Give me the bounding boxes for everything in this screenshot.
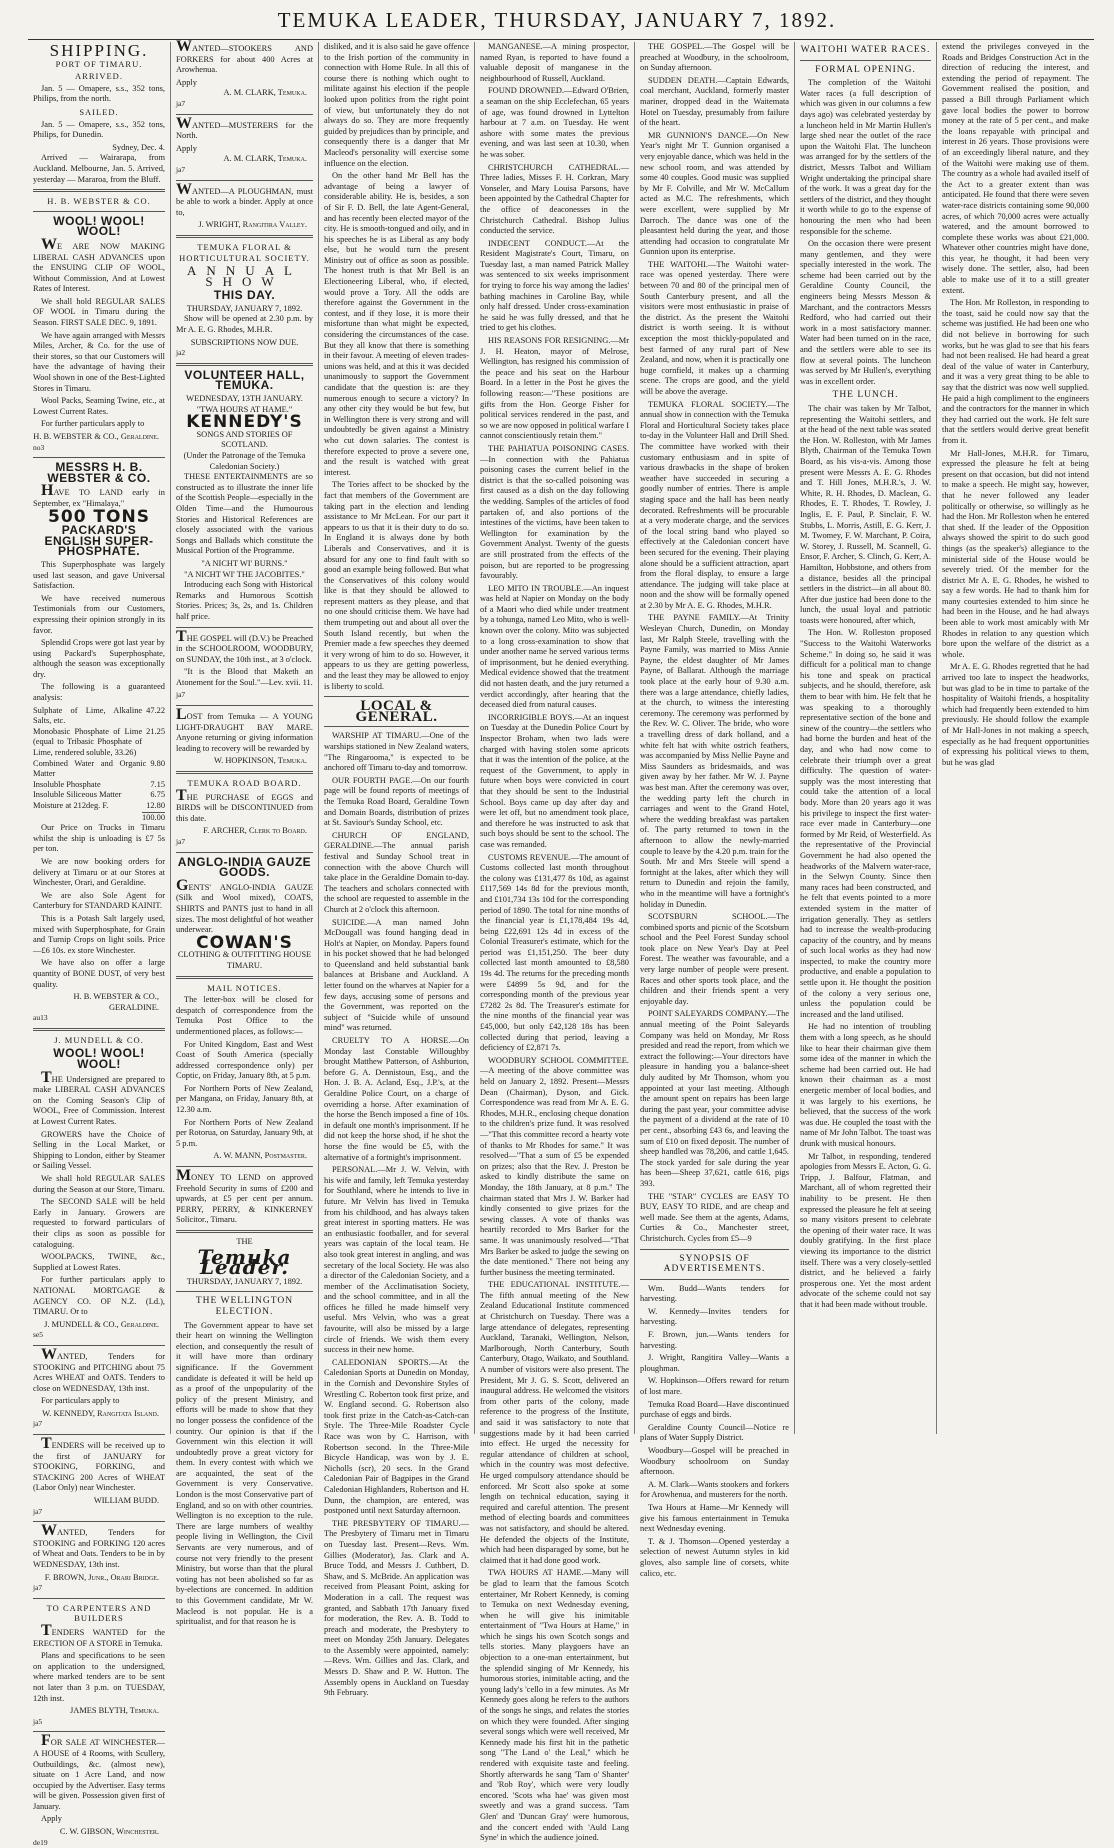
waitohi-cont-text-1: extend the privileges conveyed in the Roads and Bridges Construction Act in the direction of reducing the interest, and extending the period of repayment. The Government realised the position, and passed a Bill through Parliament which gave local bodies the power to borrow money at the rate of 5 per cent., and make the loans repayable with principal and interest in 26 years. Those provisions were of an exceedingly liberal nature, and they of the Waitohi were making use of them. The country as a whole had availed itself of the Act to a greater extent than was anticipated. He found that there were seven water-race districts containing some 90,000 acres, of which 70,000 acres were actually watered, and the amount borrowed to complete these works was about £21,000. Whatever other countries might have done, this year, he thought, it had been very wisely done. The settler, also, had been able to make use of it to a still greater extent. [942,42,1089,295]
store-tender-text: TENDERS WANTED for the ERECTION OF A STORE in Temuka. [33,1621,165,1648]
divider [33,189,165,192]
editorial-text-2: On the other hand Mr Bell has the advantage of being a lawyer of considerable ability. He is, besides, a son of Sir F. D. Bell, the late Agent-General, and has recently been elected mayor of the city. He is smooth-tongued and oily, and in his speeches he is as Liberal as any body else, but he would turn the present Ministry out of office as soon as possible. The honest truth is that Mr Bell is an Electioneering Liberal, who, if elected, would prove a Tory. All the odds are therefore against the Government in the contest, and if they lose, it is more their misfortune than what might be expected, considering the circumstances of the case. But they all know that there is something in their favour. A meeting of eleven trades-unions was held, and at this it was decided unanimously to support the Government candidate that the question is: are they numerous enough to secure a victory? In any other city they would be but few, but in Wellington there is very strong and will undoubtedly be given against a Ministry who cut down salaries. The contest is therefore expected to prove a severe one, and the result is watched with great interest. [324,171,469,477]
news-resigning: HIS REASONS FOR RESIGNING.—Mr J. H. Heaton, mayor of Melrose, Wellington, has resigned his commission of the peace and his seat on the Harbour Board. In a letter in the Post he gives the following reason:—"These positions are gifts from the Hon. George Fisher for political services rendered in the past, and so we are now opposed in political warfare I cannot conscientiously retain them." [480,336,629,441]
ad-code: ja5 [33,1716,43,1726]
column-waitohi-cont [936,42,1094,1434]
analysis-row [33,706,165,727]
election-text: The Government appear to have set their heart on winning the Wellington election, and consequently the result of it will have more than ordinary significance. If the Government candidate is defeated it will be held up as a proof of the unpopularity of the policy of the present Ministry, and efforts will be made to show that they no longer possess the confidence of the country. Our opinion is that if the Government win this election it will undoubtedly prove a great victory for them. In every contest with which we are acquainted, the seat of the Government is very Conservative. London is the most Conservative part of England, and so on with other countries. Wellington is no exception to the rule. There are large numbers of wealthy people living in Wellington, the Civil Servants are very numerous, and of course not very friendly to the present Ministry, but worse than that the plural voting has not been abolished so far as by-elections are concerned. In addition to this Government candidate, Mr W. Macleod is not popular. He is a spiritualist, and for that reason he is [176,1320,313,1627]
news-drowned: FOUND DROWNED.—Edward O'Brien, a seaman on the ship Ecclefechan, 65 years of age, was found drowned in Lyttelton harbour at 7 a.m. on Tuesday. He went ashore with some mates the previous evening, and was last seen at 10.30, when he was sober. [480,86,629,159]
apply-label: Apply [176,143,197,153]
house-apply-text: Apply [41,1814,62,1824]
divider [176,1166,313,1167]
analysis-item: Insoluble Phosphate [33,779,101,789]
tons-heading: 500 TONS [48,506,150,527]
apply-label: Apply [176,77,197,87]
synopsis-item: A. M. Clark—Wants stookers and forkers for Arowhenua, and musterers for the north. [640,1479,789,1500]
wanted-ploughman-text: WANTED—A PLOUGHMAN, must be able to work a binder. Apply at once to, [176,180,313,217]
news-institute: THE EDUCATIONAL INSTITUTE.—The fifth annual meeting of the New Zealand Educational Institute commenced at Christchurch on Tuesday. There was a large attendance of delegates, representing Auckland, Taranaki, Wellington, Nelson, Marlborough, North Canterbury, South Canterbury, Otago, Waikato, and Southland. A number of visitors were also present. The President, Mr J. G. S. Scott, delivered an inaugural address. He welcomed the visitors from other parts of the colony, made reference to the progress of the Institute, and said it was satisfactory to note that suggestions made by it had been carried into effect. He urged the necessity for regular attendance of children at school, which in the country was most defective. He urged compulsory attendance should be enforced. Mr Scott also spoke at some length on technical education, saying it required and careful attention. The present method of electing boards and committees was not satisfactory, and should be altered. He defended the objects of the Institute, which had been disparaged by some, but he claimed that it had done good work. [480,1280,629,1565]
analysis-item: Monobasic Phosphate of Lime (equal to Tribasic Phosphate of Lime, rendered soluble, 33.26) [33,726,143,758]
arrived-text: Jan. 5 — Omapere, s.s., 352 tons, Philips, from the north. [33,83,165,104]
ad-code: ja2 [176,348,186,358]
synopsis-item: Wm. Budd—Wants tenders for harvesting. [640,1283,789,1304]
floral-society-heading: TEMUKA FLORAL & HORTICULTURAL SOCIETY. [179,241,310,263]
analysis-row [33,812,165,824]
divider [324,696,469,697]
divider [176,852,313,853]
divider [800,60,931,61]
cowans-heading: COWAN'S [196,932,293,953]
analysis-row [33,759,165,780]
column-news-2 [634,42,794,1578]
mundell-heading: J. MUNDELL & CO. [54,1034,144,1045]
column-advertisements [170,38,318,1627]
ad-code: no3 [33,442,45,452]
twa-hours-title: "TWA HOURS AT HAME." [196,404,293,414]
lunch-heading: THE LUNCH. [832,390,899,401]
news-church: CHURCH OF ENGLAND, GERALDINE.—The annual parish festival and Sunday School treat in connection with the above Church will take place in the Geraldine Domain to-day. The teachers and scholars connected with the school are requested to assemble in the Church at 2 o'clock this afternoon. [324,830,469,914]
paper-the: THE [236,1237,253,1246]
divider [176,180,313,181]
synopsis-item: W. Hopkinson—Offers reward for return of lost mare. [640,1376,789,1397]
wool-stores-text: We have again arranged with Messrs Miles, Archer, & Co. for the use of their stores, so that our Customers will have the advantage of having their Wool shown in one of the Best-Lighted Stores in Timaru. [33,330,165,393]
ad-code: ja7 [176,164,186,174]
divider [176,363,313,366]
analysis-value: 12.80 [146,801,165,810]
synopsis-item: Temuka Road Board—Have discontinued purchase of eggs and birds. [640,1399,789,1420]
nicht-burns: "A NICHT WI' BURNS." [201,558,288,568]
mail-text-2: For United Kingdom, East and West Coast of South America (specially addressed correspondence only) per Coptic, on Friday, January 8th, at 5 p.m. [176,1039,313,1081]
news-floral: TEMUKA FLORAL SOCIETY.—The annual show in connection with the Temuka Floral and Horticultural Society takes place to-day in the Volunteer Hall and Drill Shed. The committee have worked with their customary enthusiasm and in spite of various drawbacks in the shape of broken weather have succeeded in securing a goodly number of entries. There is ample staging space and the hall has been neatly decorated. Refreshments will be procurable at a very moderate charge, and the services of the local string band who played so effectively at the Caledonian concert have been secured for the evening. Their playing alone should be a sufficient attraction, apart from the floral display, to ensure a large attendance. The judging will take place at noon and the show will be formally opened at 2.30 by Mr A. E. G. Rhodes, M.H.R. [640,399,789,610]
mundell-signature: J. MUNDELL & CO., Geraldine. [44,1319,159,1329]
synopsis-item: J. Wright, Rangitira Valley—Wants a ploughman. [640,1353,789,1373]
mundell-wool-heading: WOOL! WOOL! WOOL! [53,1046,145,1072]
news-personal: PERSONAL.—Mr J. W. Velvin, with his wife and family, left Temuka yesterday for Southland, where he intends to live in future. Mr Velvin has lived in Temuka from his childhood, and has always taken great interest in sporting matters. He was an enthusiastic footballer, and for several years was captain of the local team. He also took great interest in angling, and was secretary of the local Society. He was also a director of the Caledonian Society, and a member of the Acclimatisation Society, and the school committee, and in all the offices he filled he made himself very useful. Mrs Velvin, who was a great favourite, will also be missed by a large circle of friends. We wish them every success in their new home. [324,1165,469,1355]
house-signature: C. W. GIBSON, Winchester. [59,1827,159,1837]
news-suicide: SUICIDE.—A man named John McDougall was found hanging dead in Holt's at Napier, on Monday. Papers found in his pocket showed that he had belonged to Queensland and held substantial bank balances at Brisbane and Auckland. A letter found on the wharves at Napier for a few days, accusing some of persons and the Government, was reported on the subject of "Suicide while of unsound mind" was returned. [324,917,469,1033]
synopsis-item: W. Kennedy—Invites tenders for harvesting. [640,1306,789,1327]
gospel-quote: "It is the Blood that Maketh an Atonement for the Soul."—Lev. xvii. 11. [176,667,313,687]
wool-heading: WOOL! WOOL! WOOL! [53,213,145,239]
news-gospel: THE GOSPEL.—The Gospel will be preached at Woodbury, in the schoolroom, on Sunday afternoon. [640,42,789,73]
cowans-subheading: CLOTHING & OUTFITTING HOUSE [177,950,312,960]
patronage-text: (Under the Patronage of the Temuka Caledonian Society.) [183,451,306,471]
divider [176,771,313,774]
mail-text-3: For Northern Ports of New Zealand, per Mangana, on Friday, January 8th, at 12.30 a.m. [176,1083,313,1115]
news-fourth-page: OUR FOURTH PAGE.—On our fourth page will be found reports of meetings of the Temuka Road Board, Geraldine Town and Domain Boards, distribution of prizes at St. Saviour's Sunday School, etc. [324,775,469,828]
synopsis-item: F. Brown, jun.—Wants tenders for harvesting. [640,1330,789,1350]
shipping-heading: SHIPPING. [49,41,149,60]
budd-tender-text: TENDERS will be received up to the first of JANUARY for STOOKING, FORKING, and STACKING 200 Acres of WHEAT (Labor Only) near Winchester. [33,1435,165,1493]
money-lend-text: MONEY TO LEND on approved Freehold Security in sums of £200 and upwards, at £5 per cent per annum. PERRY, PERRY, & KINKERNEY Solicitor., Timaru. [176,1167,313,1225]
analysis-value: 7.15 [150,779,165,789]
analysis-row [33,790,165,801]
phos-text-4: The following is a guaranteed analysis: [33,682,165,703]
subscriptions-notice: SUBSCRIPTIONS NOW DUE. [190,337,299,347]
divider [176,976,313,979]
divider [33,211,165,212]
messrs-heading: MESSRS H. B. WEBSTER & CO. [47,460,151,485]
wool-advance-text: WE ARE NOW MAKING LIBERAL CASH ADVANCES upon the ENSUING CLIP OF WOOL, Without Commission, And at Lowest Rates of Interest. [33,235,165,294]
analysis-item: Combined Water and Organic Matter [33,758,147,779]
analysis-value: 9.80 [150,758,165,768]
synopsis-list [640,1284,789,1579]
ad-code: ja7 [33,1419,43,1429]
nicht-jacobites: "A NICHT WI' THE JACOBITES." [184,569,305,579]
synopsis-item: T. & J. Thomson—Opened yesterday a selection of newest Autumn styles in kid gloves, also sample line of corsets, white calico, etc. [640,1536,789,1578]
port-heading: PORT OF TIMARU. [55,58,143,69]
news-caledonian: CALEDONIAN SPORTS.—At the Caledonian Sports at Dunedin on Monday, in the Cornish and Devonshire Styles of Wrestling C. Roberton took first prize, and W. England second. G. Robertson also took first prize in the Catch-as-Catch-can Style. The Three-Mile Roadster Cycle Race was won by C. Harrison, with Robertson second. In the Three-Mile Bicycle Handicap, was won by J. E. Nicholls (scr), 20 secs. In the Grand Caledonian Pair of Bagpipes in the Grand Caledonian Highlanders, Robertson and H. Dunn, the champion, are entered, was postponed until next Saturday afternoon. [324,1357,469,1516]
divider [176,627,313,628]
news-dance: MR GUNNION'S DANCE.—On New Year's night Mr T. Gunnion organised a very enjoyable dance, which was held in the new school room, and was attended by some 40 couples. Good music was supplied by Mr F. Colville, and Mr W. McCallum acted as M.C. The refreshments, which were excellent, were supplied by Mr Darroch. The dance was one of the pleasantest held during the year, and those attending had occasion to congratulate Mr Gunnion upon its enterprise. [640,130,789,257]
analysis-value: 6.75 [150,790,165,800]
news-cruelty: CRUELTY TO A HORSE.—On Monday last Constable Willoughby brought Matthew Patterson, of Ashburton, before G. A. Dennistoun, Esq., and the Hon. J. B. A. Acland, Esq., J.P.'s, at the Geraldine Police Court, on a charge of overriding a horse. After examination of the horse the Bench imposed a fine of 10s. in default one month's imprisonment. If he did not keep the horse shod, if he shot the horse the fine would be £5, with the alternative of a fortnight's imprisonment. [324,1036,469,1162]
ad-code: ja7 [176,690,186,700]
wool-signature: H. B. WEBSTER & CO., Geraldine. [33,432,159,441]
waitohi-text-3: The chair was taken by Mr Talbot, representing the Waitohi settlers, and at the head of the next table was seated the Hon. W. Rolleston, with Mr James Blyth, Chairman of the Temuka Town Board, as his vis-a-vis. Among those present were Messrs A. E. G. Rhodes and T. Hill Jones, M.H.R.'s, J. W. White, R. H. Rhodes, D. Maclean, G. Rhodes, E. T. Rhodes, T. Rowley, J. Inglis, E. F. Paul, P. Sinclair, F. W. Stubbs, L. Morris, Astill, E. G. Kerr, J. M. Twomey, F. W. Marchant, P. Coira, W. Storey, J. Russell, M. Scannell, G. Ensor, F. Archer, S. Clinch, G. Kerr, A. Hamilton, Hobbstone, and others from a distance, besides all the principal settlers in the district—in all about 80. After due justice had been done to the lunch, the usual loyal and patriotic toasts were honoured, after which, [800,404,931,625]
store-plans-text: Plans and specifications to be seen on application to the undersigned, where marked tenders are to be sent not later than 3 p.m. on TUESDAY, 12th inst. [33,1651,165,1703]
songs-heading: SONGS AND STORIES OF SCOTLAND. [196,429,293,450]
waitohi-text-6: Mr Talbot, in responding, tendered apologies from Messrs E. Acton, G. G. Tripp, J. Balfour, Flatman, and Marchant, all of whom regretted their inability to be present. He then expressed the pleasure he felt at seeing so many visitors present to celebrate the opening of their water race. It was doubly gratifying. In the first place viewing its importance to the district itself. There was a very closely-settled district, and he believed a fairly prosperous one. Yet the most ardent advocate of the scheme could not say that it had been made without trouble. [800,1151,931,1309]
column-shipping [28,41,170,1847]
sailed-heading: SAILED. [79,106,119,117]
divider [33,457,165,458]
waitohi-cont-text-2: The Hon. Mr Rolleston, in responding to the toast, said he could now say that the scheme was justified. He had been one who did not believe in borrowing for such works, but he was glad to see that his fears had not been realised. He had heard a great deal of the value of water in Canterbury, and it was a very great thing to be able to say that the district was now well supplied. He paid a high compliment to the engineers and the contractors for the manner in which they had carried out the work. He felt sure that the settlers would derive great benefit from it. [942,298,1089,445]
analysis-item: Moisture at 212deg. F. [33,801,109,810]
analysis-value: 21.25 [146,726,165,736]
editorial-text-3: The Tories affect to be shocked by the fact that members of the Government are taking part in the election and lending assistance to Mr McLean. For our part it appears to us that it is their duty to do so. In England it is always done by both Liberals and Conservatives, and it is absurd for any one to find fault with so good an example being followed. But what the Conservatives of this colony would like is that they should be allowed to represent matters as they please, and that no one should criticise them. We have had them trumpeting out and about all over the South Island recently, but when the Premier made a few speeches they deemed it very wrong of him to do so. However, it appears to us they are getting powerless, and the least they may be allowed to enjoy is liberty to scold. [324,480,469,691]
this-day-heading: THIS DAY. [213,288,276,303]
wool-apply-text: For further particulars apply to [41,419,145,429]
prices-text: Introducing each Song with Historical Remarks and Humorous Scottish Stories. Prices; 3s, 2s, and 1s. Children half price. [176,580,313,621]
paper-nameplate: Temuka Leader. [197,1244,292,1280]
waitohi-text-4: The Hon. W. Rolleston proposed "Success to the Waitohi Waterworks Scheme." In doing so, he said it was difficult for a political man to change his tone and speak on practical subjects, and he should, therefore, ask them to bear with him. He felt that he was speaking to a thoroughly representative section of the bone and sinew of the country—the settlers who had borne the burden and heat of the day, and who had now come to celebrate their triumph over a great difficulty. The question of water-supply was the most interesting that could take the attention of a local body. More than 20 years ago it was his privilege to inspect the first water-race ever made in Canterbury—one formed by Mr Reid, of Westerfield. As the representative of the Provincial Government he had also opened the headworks of the Malvern water-race, in the Selwyn County. Since then many races had been constructed, and he felt that events pointed to a more extended system in the matter of irrigation generally. They as settlers had to increase the wealth-producing capacity of the country, and by means of such local works as they had now inspected, to make the country more productive, and enable a population to settle upon it. He thought the position of the colony a very serious one, unless the population could be increased and the land utilised. [800,628,931,1019]
phos-text-1: This Superphosphate was largely used last season, and gave Universal Satisfaction. [33,559,165,591]
masthead: TEMUKA LEADER, THURSDAY, JANUARY 7, 1892. [0,0,1114,40]
analysis-item: Insoluble Siliceous Matter [33,790,122,800]
synopsis-item: Woodbury—Gospel will be preached in Woodbury schoolroom on Sunday afternoon. [640,1446,789,1477]
entertainment-text: THESE ENTERTAINMENTS are so constructed as to illustrate the inner life of the Scottish People—especially in the Olden Time—and the Humourous Stories and Historical References are closely associated with the various Songs and Ballads which constitute the Musical Portion of the Programme. [176,472,313,556]
carpenters-heading: TO CARPENTERS AND BUILDERS [46,1602,152,1624]
wright-signature: J. WRIGHT, Rangitira Valley. [198,220,307,230]
wool-sales-text: We shall hold REGULAR SALES OF WOOL in Timaru during the Season. FIRST SALE DEC. 9, 1891. [33,296,165,328]
news-scotsburn: SCOTSBURN SCHOOL.—The combined sports and picnic of the Scotsburn school and the Peel Forest Sunday school took place on New Year's Day at Peel Forest. The weather was favourable, and a very large number of people were present. Races and other sports took place, and the children and their friends spent a very enjoyable day. [640,912,789,1006]
mundell-text-5: WOOLPACKS, TWINE, &c., Supplied at Lowest Rates. [33,1252,165,1272]
house-sale-text: FOR SALE AT WINCHESTER—A HOUSE of 4 Rooms, with Scullery, Outbuildings, &c. (almost new), situate on 1 Acre Land, and now occupied by the Advertiser. Easy terms will be given. Possession given first of January. [33,1732,165,1811]
analysis-value: 100.00 [141,812,165,822]
divider [33,1028,165,1031]
editorial-text-1: disliked, and it is also said he gave offence to the Irish portion of the community in connection with Home Rule. In all this of course there is nothing which ought to militate against his election if the people looked upon politics from the right point of view, but unfortunately they do not always do so. They are more frequently guided by prejudices than by principle, and consequently there is a danger that Mr Macleod's personality will exercise some influence on the election. [324,42,469,168]
ad-code: ja7 [33,1583,43,1593]
arrived-heading: ARRIVED. [75,71,123,82]
mail-notices-heading: MAIL NOTICES. [207,982,282,993]
divider [33,1731,165,1732]
stook-signature: W. KENNEDY, Rangitata Island. [42,1408,159,1418]
ad-code: se5 [33,1330,43,1340]
bone-dust-text: We have also on offer a large quantity of BONE DUST, of very best quality. [33,958,165,989]
wanted-musterers-text: WANTED—MUSTERERS for the North. [176,114,313,141]
news-poisoning: THE PAHIATUA POISONING CASES.—In connection with the Pahiatua poisoning cases the current belief in the district is that the so-called poisoning was first caused as a dish on the day following the wedding. Samples of the articles of food partaken of, and also portions of the intestines of the victims, have been taken to Wellington for examination by the Government Analyst. Twenty of the guests are still prostrated from the effects of the poison, but are reported to be progressing favourably. [480,443,629,581]
gauze-heading: ANGLO-INDIA GAUZE GOODS. [177,854,312,880]
analysis-row [33,727,165,759]
analysis-row [33,801,165,812]
election-heading: THE WELLINGTON ELECTION. [195,1296,294,1317]
analysis-row [33,780,165,791]
waitohi-text-1: The completion of the Waitohi Water races (a full description of which was given in our columns a few days ago) was celebrated yesterday by a luncheon held in Mr Martin Hullen's large shed near the outlet of the race upon the Waitohi Flat. The luncheon was arranged for by the settlers of the district, Messrs Talbot and William Wright undertaking the principal share of the work. It was a great day for the settlers of the district, and they thought it worth while to go to the expense of honouring the men who had been responsible for the scheme. [800,78,931,236]
divider [33,1598,165,1599]
waitohi-cont-text-3: Mr Hall-Jones, M.H.R. for Timaru, expressed the pleasure he felt at being present on that occasion, but did not intend to make a speech. He might say, however, that he never followed any leader politically or otherwise, so willingly as he had the Hon. Mr Rolleston when he entered that shed. If the leader of the Opposition always showed the spirit to do such good things (as the speaker's) allegiance to the ministerial side of the House would be severely tried. Of the member for the district Mr A. E. G. Rhodes, he wished to say a few words. He had to thank him for many courtesies extended to him since he had been in the House, and he had always been able to work most amicably with Mr Rhodes in relation to any question which bore upon the welfare of the district as a whole. [942,448,1089,659]
analysis-table [33,706,165,824]
road-board-heading: TEMUKA ROAD BOARD. [187,778,302,789]
phos-text-3: Splendid Crops were got last year by using Packard's Superphosphate, although the season was exceptionally dry. [33,638,165,679]
divider [176,1230,313,1233]
show-open-text: Show will be opened at 2.30 p.m. by Mr A. E. G. Rhodes, M.H.R. [176,314,313,335]
divider [176,705,313,706]
waitohi-cont-text-4: Mr A. E. G. Rhodes regretted that he had arrived too late to inspect the headworks, but was glad to be in time to partake of the hospitality of Waitohi friends, a hospitality which had frequently been extended to him previously. He should follow the example of Mr Hall-Jones in not making a speech, especially as he had frequent opportunities of expressing his political views to them, but he was glad [942,662,1089,767]
ad-code: ja7 [176,837,186,846]
divider [640,1279,789,1280]
mundell-text-2: GROWERS have the Choice of Selling in the Local Market, or Shipping to London, either by Steamer or Sailing Vessel. [33,1129,165,1171]
mail-text-1: The letter-box will be closed for despatch of correspondence from the Temuka Post Office to the undermentioned places, as follows:— [176,995,313,1036]
ad-code: au13 [33,1013,48,1023]
annual-show-heading: ANNUAL SHOW [187,263,302,289]
analysis-value: 47.22 [146,705,165,715]
budd-signature: WILLIAM BUDD. [93,1496,159,1506]
news-manganese: MANGANESE.—A mining prospector, named Ryan, is reported to have found a valuable deposit of manganese in the neighbourhood of Russell, Auckland. [480,42,629,83]
synopsis-heading: SYNOPSIS OF ADVERTISEMENTS. [663,1253,766,1275]
mundell-text-4: The SECOND SALE will be held Early in January. Growers are requested to forward particulars of their clips as soon as possible for cataloguing. [33,1197,165,1249]
news-cycles: THE "STAR" CYCLES are EASY TO BUY, EASY TO RIDE, and are cheap and well made. See them at the agents, Adams, Curties & Co., Manchester street, Christchurch. Cycles from £5—9 [640,1191,789,1243]
news-presbytery: THE PRESBYTERY OF TIMARU.—The Presbytery of Timaru met in Timaru on Tuesday last. Present—Revs. Wm. Gillies (Moderator), Jas. Clark and A. Bruce Todd, and Messrs J. Cuthbert, D. Shaw, and S. McBride. An application was received from Pleasant Point, asking for Moderation in a call. The request was granted, and Sabbath 17th January fixed for moderation, the Rev. A. B. Todd to preach and moderate, the Presbytery to meet on Monday 25th January. Delegates to the Assembly were appointed, namely:—Revs. Wm. Gillies and Jas. Clark, and Messrs D. Shaw and P. W. Hutton. The Assembly opens in Auckland on Tuesday 9th February. [324,1518,469,1698]
stook-tender-text: WANTED, Tenders for STOOKING and PITCHING about 75 Acres WHEAT and OATS. Tenders to close on WEDNESDAY, 13th inst. [33,1345,165,1393]
brown-signature: F. BROWN, Junr., Orari Bridge. [44,1572,159,1582]
mundell-text-6: For further particulars apply to NATIONAL MORTGAGE & AGENCY CO. OF N.Z. (Ld.), TIMARU. Or to [33,1275,165,1317]
news-customs: CUSTOMS REVENUE.—The amount of Customs collected last month throughout the colony was £131,477 8s 10d, as against £117,569 14s 8d for the previous month, and £101,734 13s 10d for the corresponding period of 1890. The total for nine months of the financial year is £1,178,484 19s 4d, being £22,691 12s 4d in excess of the Colonial Treasurer's estimate, which for the period was £1,151,250. The beer duty collected last month amounted to £8,580 19s 4d. The returns for the preceding month were £4899 5s 9d, and for the corresponding month of the previous year £7282 2s 8d. The Treasurer's estimate for the nine months of the financial year was £45,000, but only £42,128 18s has been collected during that period, leaving a deficiency of £2,871 7s. [480,852,629,1053]
phos-price-text: Our Price on Trucks in Timaru whilst the ship is unloading is £7 5s per ton. [33,823,165,854]
archer-signature: F. ARCHER, Clerk to Board. [203,826,307,836]
paper-date: THURSDAY, JANUARY 7, 1892. [186,1276,303,1286]
cowans-town: TIMARU. [226,960,263,970]
waitohi-text-5: He had no intention of troubling them with a long speech, as he should like to hear their chairman give them some idea of the manner in which the scheme had been carried out. He had known their chairman as a most energetic member of local bodies, and it was largely to his exertions, he believed, that the success of the work was due. He coupled the toast with the name of Mr John Talbot. The toast was drunk with musical honours. [800,1022,931,1148]
news-twa-hours: TWA HOURS AT HAME.—Many will be glad to learn that the famous Scotch entertainer, Mr Robert Kennedy, is coming to Temuka on next Wednesday evening, when he will give his inimitable entertainment of "Twa Hours at Hame," in which he sings his own Scotch songs and tells stories. Many playgoers have an objection to a one-man entertainment, but the splendid singing of Mr Kennedy, his humorous stories, inimitable acting, and the young lady's 'cello in a few minutes. As Mr Kennedy goes along he refers to the authors of the songs he sings, and relates the stories on which they were founded. After singing several songs which were well received, Mr Kennedy made his first hit in the pathetic song "The Land o' the Leal," which he rendered with exquisite taste and feeling. Shortly afterwards he sang 'Tam o' Shanter' and 'Rob Roy', which were very loudly encored. 'Scots wha hae' was given most sweetly and was a grand success. 'Tam Glen' and 'Duncan Gray' were humorous, and the concert ended with 'Auld Lang Syne' in which the audience joined. [480,1568,629,1843]
divider [324,726,469,727]
column-editorial [318,42,474,1698]
ad-code: ja7 [176,98,186,108]
column-waitohi [794,42,936,1434]
formal-opening-heading: FORMAL OPENING. [815,64,916,75]
clark-signature: A. M. CLARK, Temuka. [223,154,307,164]
volunteer-date: WEDNESDAY, 13TH JANUARY. [186,394,303,404]
waitohi-heading: WAITOHI WATER RACES. [800,45,931,55]
mann-signature: A. W. MANN, Postmaster. [213,1151,307,1161]
show-date: THURSDAY, JANUARY 7, 1892. [186,303,303,313]
mail-text-4: For Northern Ports of New Zealand per Rotorua, on Saturday, January 9th, at 5 p.m. [176,1117,313,1148]
divider [640,1249,789,1250]
webster-signature: H. B. WEBSTER & CO., GERALDINE. [73,992,159,1012]
divider [176,235,313,238]
news-boys: INCORRIGIBLE BOYS.—At an inquest on Tuesday at the Dunedin Police Court by Inspector Broham, when two lads were charged with having stolen some apricots that it was the intention of the police, at the request of the Government, to apply in future when boys were convicted in court that they should be sent to the Industrial School. Boys came up day after day and were let off, but no amendment took place, and therefore he was instructed to ask that such boys should be sent to the school. The case was remanded. [480,712,629,849]
local-general-heading: LOCAL & GENERAL. [355,698,438,725]
synopsis-item: Geraldine County Council—Notice re plans of Water Supply District. [640,1422,789,1443]
divider [176,114,313,115]
packard-heading: PACKARD'S ENGLISH SUPER-PHOSPHATE. [44,523,154,559]
column-news [474,42,634,1843]
road-board-text: THE PURCHASE of EGGS and BIRDS will be DISCONTINUED from this date. [176,786,313,823]
news-woodbury: WOODBURY SCHOOL COMMITTEE.—A meeting of the above committee was held on January 2, 1892. Present—Messrs Dean (Chairman), Dyson, and Gick. Correspondence was read from Mr A. E. G. Rhodes, M.H.R., enclosing cheque donation to the children's prize fund. It was resolved—"That this committee record a hearty vote of thanks to Mr Rhodes for same." It was resolved—"That a sum of £5 be expended on prizes; also that the Rev. J. Preston be asked to kindly distribute the same on Monday, the 18th January, at 8 p.m." The chairman stated that Mrs J. W. Barker had kindly consented to give prizes for the sewing classes. A vote of thanks was heartily recorded to Mrs Barker for the same. It was unanimously resolved—"That Mrs Barker be asked to judge the sewing on the date mentioned." There not being any further business the meeting terminated. [480,1055,629,1277]
volunteer-hall-heading: VOLUNTEER HALL, TEMUKA. [184,367,305,393]
synopsis-item: Twa Hours at Hame—Mr Kennedy will give his famous entertainment in Temuka next Wednesday evening. [640,1502,789,1534]
wanted-stookers-text: WANTED—STOOKERS AND FORKERS for about 400 Acres at Arowhenua. [176,38,313,75]
mundell-text-1: THE Undersigned are prepared to make LIBERAL CASH ADVANCES on the Coming Season's Clip of WOOL, Free of Commission. Interest at Lowest Current Rates. [33,1068,165,1127]
news-sudden-death: SUDDEN DEATH.—Captain Edwards, coal merchant, Auckland, formerly master mariner, dropped dead in the Waitemata Hotel on Tuesday, presumably from failure of the heart. [640,75,789,128]
clark-signature: A. M. CLARK, Temuka. [223,88,307,98]
stook-apply-text: For particulars apply to [41,1396,120,1406]
news-saleyards: POINT SALEYARDS COMPANY.—The annual meeting of the Point Saleyards Company was held on Monday, Mr Ross presided and read the report, from which we extract the following:—Your directors have pleasure in handing you a balance-sheet duly audited by Mr Thomson, whom you appointed at your last meeting. Although the amount spent on repairs has been large during the past year, your committee advise the payment of a dividend at the rate of 10 per cent., absorbing £43 6s, and leaving the sum of £10 on fixed deposit. The number of sheep handled was 78,206, and cattle 1,645. The stock yarded for sale during the year has been—Sheep 37,621, cattle 616, pigs 393. [640,1009,789,1188]
store-signature: JAMES BLYTH, Temuka. [70,1706,159,1716]
divider [33,1434,165,1435]
hopkinson-signature: W. HOPKINSON, Temuka. [214,756,307,766]
news-payne: THE PAYNE FAMILY.—At Trinity Wesleyan Church, Dunedin, on Monday last, Mr Ralph Steele, travelling with the Payne Family, was married to Miss Annie Payne, the eldest daughter of Mr James Payne, of Ballarat. Although the marriage took place at the early hour of 9.30 a.m. there was a large attendance, chiefly ladies, at the church, to witness the interesting ceremony. The ceremony was performed by the Rev. W. C. Oliver. The bride, who wore a travelling dress of dark holland, and a white felt hat with white ostrich feathers, was accompanied by Miss Nellie Payne and Miss Saunders as bridesmaids, and was given away by her father. Mr W. J. Payne was best man. After the ceremony was over, the wedding party left the church in carriages and went to the Grand Hotel, where the wedding breakfast was partaken of. The party returned to town in the afternoon to allow the newly-married couple to leave by the 4.20 p.m. train for the South. Mr and Mrs Steele will spend a fortnight at the lakes, after which they will return to Dunedin and rejoin the family, who in the meantime will have a fortnight's holiday in Dunedin. [640,613,789,909]
news-cathedral: CHRISTCHURCH CATHEDRAL.—Three ladies, Misses F. H. Corkran, Mary Vonseler, and Mary Louisa Parsons, have been appointed by the Cathedral Chapter for the office of deaconesses in the Christchurch Cathedral. Bishop Julius conducted the service. [480,162,629,236]
news-leo-mito: LEO MITO IN TROUBLE.—An inquest was held at Napier on Monday on the body of a Maori who died while under treatment by a tohunga, named Leo Mito, who is well-known over the colony. Mito was subjected to a long cross-examination to show that under another name he served various terms of imprisonment, but he denied everything. Medical evidence showed that the treatment did not hasten death, and the jury returned a verdict accordingly, after hearing that the deceased died from natural causes. [480,583,629,710]
lost-mare-text: LOST from Temuka — A YOUNG LIGHT-DRAUGHT BAY MARE. Anyone returning or giving information leading to recovery will be rewarded by [176,706,313,753]
ad-code: de19 [33,1837,48,1847]
himalaya-text: HAVE TO LAND early in September, ex "Himalaya," [33,482,165,508]
kainit-text: We are also Sole Agent for Canterbury for STANDARD KAINIT. [33,890,165,911]
waitohi-text-2: On the occasion there were present many gentlemen, and they were specially interested in the work. The scheme had been carried out by the Geraldine County Council, the engineers being Messrs Messon & Marchant, and the contractors Messrs Redford, who had carried out their work in a most satisfactory manner. Water had been turned on in the race, and the settlers were able to see its flow at several points. The luncheon was served by Mr Hullen's, everything was in excellent order. [800,239,931,386]
news-warship: WARSHIP AT TIMARU.—One of the warships stationed in New Zealand waters, "The Ringarooma," is expected to be anchored off Timaru to-day and tomorrow. [324,731,469,773]
gospel-notice-text: THE GOSPEL will (D.V.) be Preached in the SCHOOLROOM, WOODBURY, on SUNDAY, the 10th inst., at 3 o'clock. [176,627,313,664]
kainit-text-2: This is a Potash Salt largely used, mixed with Superphosphate, for Grain and Turnip Crops on light soils. Price—£6 10s. ex store Winchester. [33,913,165,955]
brown-tender-text: WANTED, Tenders for STOOKING and FORKING 120 acres of Wheat and Oats. Tenders to be in by WEDNESDAY, 13th inst. [33,1522,165,1569]
wool-packs-text: Wool Packs, Seaming Twine, etc., at Lowest Current Rates. [33,396,165,416]
phos-orders-text: We are now booking orders for delivery at Timaru or at our Stores at Winchester, Orari, and Geraldine. [33,856,165,888]
ad-code: ja7 [33,1506,43,1516]
sydney-dateline: Sydney, Dec. 4. [112,142,165,152]
sailed-text: Jan. 5 — Omapere, s.s., 352 tons, Philips, for Dunedin. [33,119,165,140]
divider [176,1291,313,1292]
sydney-text: Arrived — Wairarapa, from Auckland. Melbourne, Jan. 5. Arrived, yesterday — Mararoa, from the Bluff. [33,153,165,184]
analysis-item: Sulphate of Lime, Alkaline Salts, etc. [33,705,143,726]
webster-heading: H. B. WEBSTER & CO. [47,196,151,207]
news-indecent: INDECENT CONDUCT.—At the Resident Magistrate's Court, Timaru, on Tuesday last, a man named Patrick Malley was sentenced to six weeks imprisonment for trying to force his way among the ladies' bathing machines in Caroline Bay, while only half dressed. Under cross-examination he said he was fully dressed, and that he tried to get his clothes. [480,238,629,333]
kennedys-heading: KENNEDY'S [186,412,303,433]
analysis-item [33,812,138,824]
news-waitohi: THE WAITOHI.—The Waitohi water-race was opened yesterday. There were between 70 and 80 of the principal men of South Canterbury present, and all the visitors were most enthusiastic in praise of the district. As the present the Waitohi district is worth seeing. It is without exception the most thickly-populated and best farmed of any rural part of New Zealand, and now, when it is practically one huge cornfield, it makes up a charming scene. The crops are good, and the yield will be above the average. [640,259,789,396]
mundell-text-3: We shall hold REGULAR SALES during the Season at our Store, Timaru. [33,1174,165,1194]
phos-text-2: We have received numerous Testimonials from our Customers, expressing their opinion strongly in its favor. [33,593,165,635]
gauze-text: GENTS' ANGLO-INDIA GAUZE (Silk and Wool mixed), COATS, SHIRTS and PANTS just to hand in all sizes. The most delightful of hot weather underwear. [176,876,313,935]
